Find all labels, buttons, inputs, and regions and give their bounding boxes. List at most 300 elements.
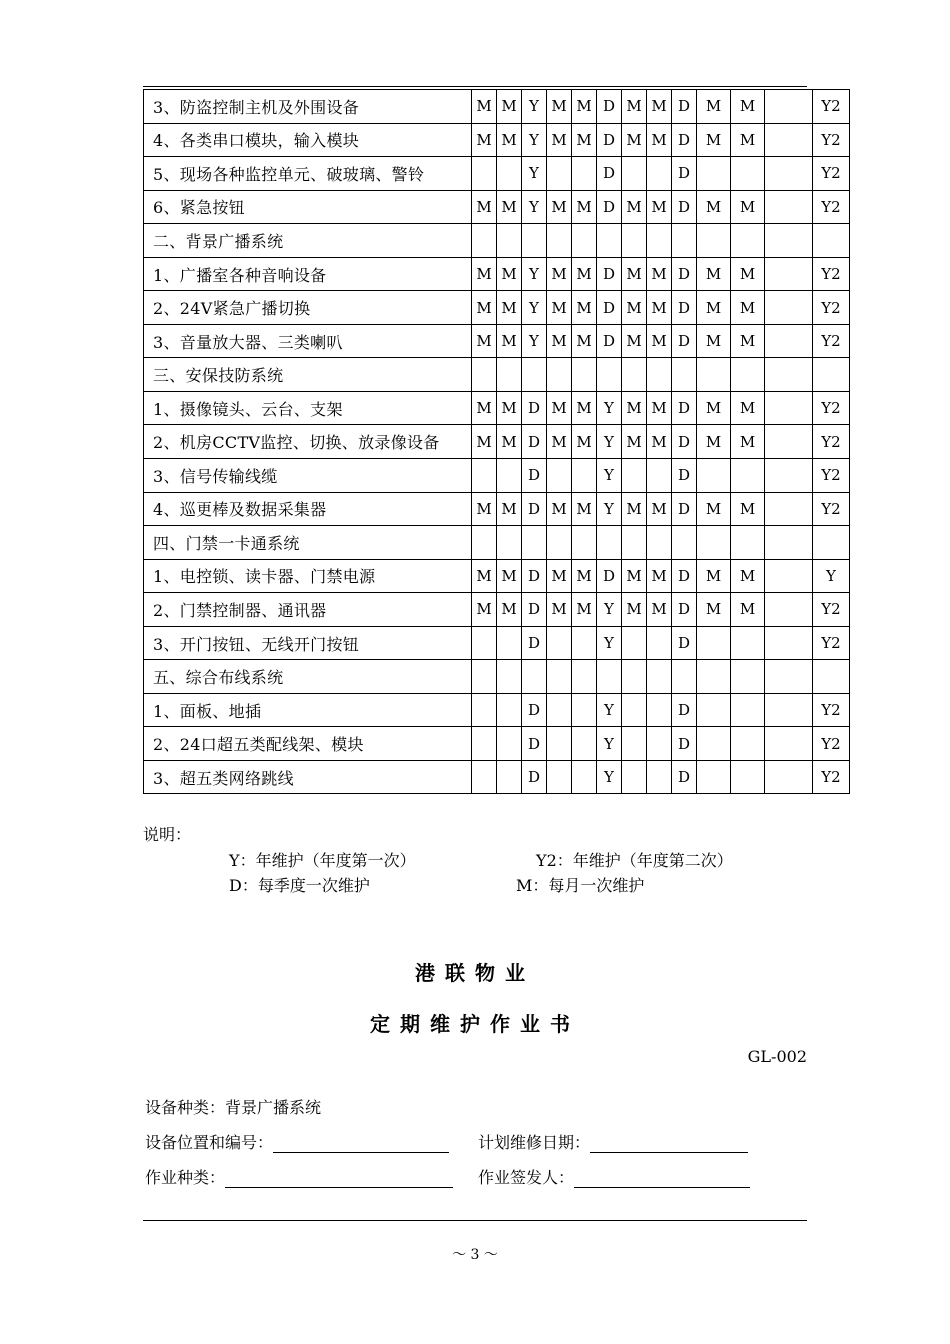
schedule-code-cell: D: [672, 693, 697, 727]
schedule-code-cell: M: [731, 291, 765, 325]
table-row: [144, 559, 850, 593]
schedule-code-cell: [731, 526, 765, 560]
schedule-code-cell: M: [647, 324, 672, 358]
schedule-code-cell: Y2: [813, 492, 850, 526]
table-row: [144, 626, 850, 660]
schedule-code-cell: [547, 660, 572, 694]
schedule-code-cell: [547, 358, 572, 392]
item-name-cell: 3、信号传输线缆: [144, 459, 472, 493]
schedule-code-cell: Y: [597, 727, 622, 761]
schedule-code-cell: M: [731, 90, 765, 124]
schedule-code-cell: Y2: [813, 693, 850, 727]
schedule-code-cell: M: [572, 391, 597, 425]
schedule-code-cell: [622, 358, 647, 392]
schedule-code-cell: M: [622, 324, 647, 358]
schedule-code-cell: Y2: [813, 123, 850, 157]
equipment-type-field: [145, 1095, 321, 1118]
schedule-code-cell: Y2: [813, 291, 850, 325]
schedule-code-cell: M: [622, 123, 647, 157]
schedule-code-cell: M: [697, 593, 731, 627]
schedule-code-cell: M: [731, 593, 765, 627]
schedule-code-cell: M: [472, 324, 497, 358]
schedule-code-cell: D: [597, 90, 622, 124]
schedule-code-cell: [731, 626, 765, 660]
schedule-code-cell: D: [672, 324, 697, 358]
schedule-code-cell: M: [547, 425, 572, 459]
table-row: [144, 727, 850, 761]
schedule-code-cell: [622, 526, 647, 560]
schedule-code-cell: [572, 459, 597, 493]
schedule-code-cell: [731, 224, 765, 258]
item-name-cell: 2、24口超五类配线架、模块: [144, 727, 472, 761]
schedule-code-cell: D: [672, 626, 697, 660]
header-rule: [143, 86, 807, 87]
item-name-cell: 1、电控锁、读卡器、门禁电源: [144, 559, 472, 593]
schedule-code-cell: M: [647, 257, 672, 291]
plan-date-label: 计划维修日期：: [478, 1133, 591, 1152]
note-y: Y：年维护（年度第一次）: [229, 851, 416, 870]
schedule-code-cell: M: [472, 257, 497, 291]
item-name-cell: 6、紧急按钮: [144, 190, 472, 224]
table-row: [144, 391, 850, 425]
schedule-code-cell: M: [497, 324, 522, 358]
schedule-code-cell: D: [597, 291, 622, 325]
item-name-cell: 2、机房CCTV监控、切换、放录像设备: [144, 425, 472, 459]
schedule-code-cell: [813, 660, 850, 694]
schedule-code-cell: [622, 693, 647, 727]
schedule-code-cell: Y: [597, 693, 622, 727]
schedule-code-cell: D: [672, 257, 697, 291]
note-y2: Y2：年维护（年度第二次）: [536, 851, 733, 870]
empty-cell: [765, 391, 813, 425]
equipment-type-value: 背景广播系统: [225, 1098, 322, 1117]
schedule-code-cell: [572, 660, 597, 694]
company-name: 港联物业: [415, 961, 535, 985]
schedule-code-cell: M: [731, 492, 765, 526]
schedule-code-cell: [522, 526, 547, 560]
schedule-code-cell: M: [622, 190, 647, 224]
schedule-code-cell: [472, 157, 497, 191]
schedule-code-cell: Y2: [813, 425, 850, 459]
schedule-code-cell: [647, 358, 672, 392]
schedule-code-cell: M: [472, 90, 497, 124]
issuer-label: 作业签发人：: [478, 1168, 575, 1187]
schedule-code-cell: M: [572, 559, 597, 593]
schedule-code-cell: M: [731, 324, 765, 358]
item-name-cell: 3、音量放大器、三类喇叭: [144, 324, 472, 358]
schedule-code-cell: [497, 727, 522, 761]
schedule-code-cell: [597, 660, 622, 694]
schedule-code-cell: [731, 727, 765, 761]
schedule-code-cell: Y: [522, 324, 547, 358]
schedule-code-cell: M: [697, 257, 731, 291]
empty-cell: [765, 459, 813, 493]
schedule-code-cell: [697, 660, 731, 694]
schedule-code-cell: M: [547, 391, 572, 425]
empty-cell: [765, 626, 813, 660]
schedule-code-cell: M: [622, 391, 647, 425]
schedule-code-cell: M: [622, 257, 647, 291]
schedule-code-cell: D: [597, 324, 622, 358]
schedule-code-cell: M: [497, 90, 522, 124]
schedule-code-cell: M: [622, 425, 647, 459]
schedule-code-cell: [497, 760, 522, 794]
schedule-code-cell: M: [497, 425, 522, 459]
schedule-code-cell: D: [672, 559, 697, 593]
schedule-code-cell: Y: [597, 492, 622, 526]
schedule-code-cell: D: [522, 760, 547, 794]
schedule-code-cell: [547, 157, 572, 191]
table-row: [144, 425, 850, 459]
schedule-code-cell: [731, 760, 765, 794]
schedule-code-cell: [497, 157, 522, 191]
table-row: [144, 760, 850, 794]
location-blank[interactable]: [273, 1136, 449, 1153]
schedule-code-cell: M: [497, 257, 522, 291]
schedule-code-cell: M: [472, 425, 497, 459]
item-name-cell: 四、门禁一卡通系统: [144, 526, 472, 560]
schedule-code-cell: M: [497, 593, 522, 627]
table-row: [144, 492, 850, 526]
item-name-cell: 五、综合布线系统: [144, 660, 472, 694]
schedule-code-cell: M: [572, 492, 597, 526]
issuer-field: [478, 1165, 750, 1188]
empty-cell: [765, 324, 813, 358]
schedule-code-cell: [813, 526, 850, 560]
schedule-code-cell: Y2: [813, 727, 850, 761]
schedule-code-cell: [572, 358, 597, 392]
item-name-cell: 1、广播室各种音响设备: [144, 257, 472, 291]
location-field: [145, 1130, 449, 1153]
empty-cell: [765, 224, 813, 258]
empty-cell: [765, 593, 813, 627]
empty-cell: [765, 157, 813, 191]
schedule-code-cell: M: [572, 90, 597, 124]
schedule-code-cell: D: [522, 459, 547, 493]
empty-cell: [765, 727, 813, 761]
schedule-code-cell: [672, 224, 697, 258]
schedule-code-cell: [472, 626, 497, 660]
empty-cell: [765, 257, 813, 291]
schedule-code-cell: Y2: [813, 593, 850, 627]
table-row: [144, 324, 850, 358]
schedule-code-cell: [472, 660, 497, 694]
schedule-code-cell: Y2: [813, 626, 850, 660]
note-d: D：每季度一次维护: [229, 876, 370, 895]
schedule-code-cell: M: [472, 291, 497, 325]
schedule-code-cell: M: [572, 123, 597, 157]
schedule-code-cell: D: [522, 559, 547, 593]
schedule-code-cell: D: [672, 492, 697, 526]
schedule-code-cell: Y2: [813, 157, 850, 191]
schedule-code-cell: Y: [522, 157, 547, 191]
table-row: [144, 291, 850, 325]
schedule-code-cell: M: [731, 425, 765, 459]
schedule-code-cell: D: [522, 425, 547, 459]
schedule-code-cell: [472, 727, 497, 761]
schedule-code-cell: M: [622, 492, 647, 526]
schedule-code-cell: [731, 660, 765, 694]
schedule-code-cell: M: [731, 257, 765, 291]
schedule-code-cell: [697, 157, 731, 191]
table-row: [144, 593, 850, 627]
schedule-code-cell: [697, 358, 731, 392]
schedule-code-cell: [647, 760, 672, 794]
schedule-code-cell: Y: [522, 123, 547, 157]
table-row: [144, 459, 850, 493]
notes-heading: 说明：: [143, 825, 192, 844]
schedule-code-cell: [572, 760, 597, 794]
schedule-code-cell: [622, 760, 647, 794]
schedule-code-cell: [697, 626, 731, 660]
schedule-code-cell: Y: [597, 593, 622, 627]
schedule-code-cell: D: [672, 190, 697, 224]
schedule-code-cell: M: [647, 90, 672, 124]
plan-date-blank[interactable]: [590, 1136, 748, 1153]
schedule-code-cell: Y: [813, 559, 850, 593]
work-type-field: [145, 1165, 453, 1188]
schedule-code-cell: D: [672, 123, 697, 157]
item-name-cell: 3、防盗控制主机及外围设备: [144, 90, 472, 124]
schedule-code-cell: D: [522, 492, 547, 526]
schedule-code-cell: [547, 224, 572, 258]
document-title: 定期维护作业书: [370, 1012, 580, 1036]
item-name-cell: 3、超五类网络跳线: [144, 760, 472, 794]
schedule-code-cell: [497, 358, 522, 392]
schedule-code-cell: M: [731, 559, 765, 593]
empty-cell: [765, 526, 813, 560]
schedule-code-cell: [697, 526, 731, 560]
schedule-code-cell: Y: [597, 459, 622, 493]
schedule-code-cell: D: [672, 593, 697, 627]
schedule-code-cell: M: [697, 324, 731, 358]
table-row: [144, 157, 850, 191]
schedule-code-cell: [697, 224, 731, 258]
item-name-cell: 4、巡更棒及数据采集器: [144, 492, 472, 526]
document-code: GL-002: [747, 1047, 807, 1066]
schedule-code-cell: [572, 526, 597, 560]
schedule-code-cell: M: [497, 492, 522, 526]
schedule-code-cell: [497, 626, 522, 660]
schedule-code-cell: [597, 358, 622, 392]
schedule-code-cell: M: [572, 593, 597, 627]
schedule-code-cell: [672, 526, 697, 560]
schedule-code-cell: [522, 660, 547, 694]
schedule-code-cell: [597, 224, 622, 258]
table-row: [144, 90, 850, 124]
empty-cell: [765, 190, 813, 224]
schedule-code-cell: [572, 157, 597, 191]
schedule-code-cell: [547, 727, 572, 761]
schedule-code-cell: M: [547, 190, 572, 224]
schedule-code-cell: M: [731, 123, 765, 157]
schedule-code-cell: M: [697, 123, 731, 157]
schedule-code-cell: Y: [522, 90, 547, 124]
schedule-code-cell: D: [597, 123, 622, 157]
empty-cell: [765, 358, 813, 392]
schedule-code-cell: [647, 459, 672, 493]
schedule-code-cell: D: [672, 459, 697, 493]
schedule-code-cell: Y2: [813, 391, 850, 425]
schedule-code-cell: [472, 693, 497, 727]
item-name-cell: 二、背景广播系统: [144, 224, 472, 258]
note-m: M：每月一次维护: [516, 876, 645, 895]
schedule-code-cell: M: [697, 190, 731, 224]
schedule-code-cell: [547, 626, 572, 660]
schedule-code-cell: [647, 693, 672, 727]
schedule-code-cell: Y: [597, 626, 622, 660]
schedule-code-cell: [647, 224, 672, 258]
schedule-code-cell: [547, 760, 572, 794]
schedule-code-cell: M: [547, 90, 572, 124]
schedule-code-cell: M: [647, 291, 672, 325]
schedule-code-cell: D: [672, 90, 697, 124]
location-label: 设备位置和编号：: [145, 1133, 274, 1152]
schedule-code-cell: M: [547, 291, 572, 325]
schedule-code-cell: M: [731, 391, 765, 425]
schedule-code-cell: [497, 660, 522, 694]
issuer-blank[interactable]: [574, 1171, 750, 1188]
schedule-code-cell: [622, 660, 647, 694]
schedule-code-cell: [697, 693, 731, 727]
schedule-code-cell: M: [547, 123, 572, 157]
schedule-code-cell: M: [472, 391, 497, 425]
schedule-code-cell: [547, 459, 572, 493]
schedule-code-cell: Y: [522, 257, 547, 291]
schedule-code-cell: D: [672, 760, 697, 794]
schedule-code-cell: M: [647, 391, 672, 425]
schedule-code-cell: [731, 693, 765, 727]
schedule-code-cell: M: [472, 593, 497, 627]
schedule-code-cell: [647, 727, 672, 761]
empty-cell: [765, 123, 813, 157]
equipment-type-label: 设备种类：: [145, 1098, 226, 1117]
empty-cell: [765, 660, 813, 694]
schedule-code-cell: D: [672, 425, 697, 459]
schedule-code-cell: Y2: [813, 459, 850, 493]
schedule-code-cell: D: [522, 391, 547, 425]
schedule-code-cell: [647, 157, 672, 191]
maintenance-schedule-table: [143, 89, 850, 794]
schedule-code-cell: Y2: [813, 257, 850, 291]
schedule-code-cell: [572, 727, 597, 761]
schedule-code-cell: [622, 727, 647, 761]
schedule-code-cell: M: [472, 190, 497, 224]
schedule-code-cell: [497, 459, 522, 493]
schedule-code-cell: [647, 660, 672, 694]
schedule-code-cell: M: [572, 291, 597, 325]
schedule-code-cell: M: [731, 190, 765, 224]
schedule-code-cell: M: [697, 90, 731, 124]
schedule-code-cell: M: [497, 291, 522, 325]
schedule-code-cell: M: [547, 324, 572, 358]
schedule-code-cell: M: [547, 492, 572, 526]
schedule-code-cell: M: [472, 559, 497, 593]
schedule-code-cell: M: [622, 90, 647, 124]
schedule-code-cell: [813, 358, 850, 392]
schedule-code-cell: [547, 693, 572, 727]
empty-cell: [765, 425, 813, 459]
work-type-label: 作业种类：: [145, 1168, 226, 1187]
schedule-code-cell: [472, 459, 497, 493]
schedule-code-cell: M: [697, 425, 731, 459]
schedule-code-cell: M: [697, 291, 731, 325]
schedule-code-cell: [522, 358, 547, 392]
item-name-cell: 2、24V紧急广播切换: [144, 291, 472, 325]
empty-cell: [765, 559, 813, 593]
schedule-code-cell: D: [597, 559, 622, 593]
schedule-code-cell: M: [497, 391, 522, 425]
schedule-code-cell: M: [547, 593, 572, 627]
schedule-code-cell: M: [622, 559, 647, 593]
schedule-code-cell: Y2: [813, 90, 850, 124]
schedule-code-cell: [622, 459, 647, 493]
schedule-code-cell: [647, 526, 672, 560]
schedule-code-cell: [547, 526, 572, 560]
schedule-code-cell: M: [497, 190, 522, 224]
schedule-code-cell: D: [597, 190, 622, 224]
schedule-code-cell: D: [597, 257, 622, 291]
schedule-code-cell: M: [647, 123, 672, 157]
schedule-code-cell: [472, 760, 497, 794]
schedule-code-cell: D: [672, 157, 697, 191]
schedule-code-cell: [497, 693, 522, 727]
empty-cell: [765, 291, 813, 325]
schedule-code-cell: M: [472, 492, 497, 526]
table-row: [144, 693, 850, 727]
item-name-cell: 三、安保技防系统: [144, 358, 472, 392]
schedule-code-cell: D: [522, 593, 547, 627]
schedule-code-cell: M: [572, 190, 597, 224]
schedule-code-cell: M: [697, 559, 731, 593]
schedule-code-cell: [572, 693, 597, 727]
work-type-blank[interactable]: [225, 1171, 453, 1188]
schedule-code-cell: Y: [597, 425, 622, 459]
schedule-code-cell: M: [697, 391, 731, 425]
item-name-cell: 1、摄像镜头、云台、支架: [144, 391, 472, 425]
schedule-code-cell: Y2: [813, 324, 850, 358]
table-row: [144, 224, 850, 258]
schedule-code-cell: [731, 459, 765, 493]
table-row: [144, 123, 850, 157]
schedule-code-cell: M: [647, 593, 672, 627]
schedule-code-cell: [672, 358, 697, 392]
schedule-code-cell: [572, 626, 597, 660]
empty-cell: [765, 760, 813, 794]
schedule-code-cell: [697, 459, 731, 493]
schedule-code-cell: M: [622, 291, 647, 325]
schedule-code-cell: M: [497, 123, 522, 157]
schedule-code-cell: [622, 157, 647, 191]
schedule-code-cell: M: [647, 190, 672, 224]
item-name-cell: 1、面板、地插: [144, 693, 472, 727]
table-row: [144, 660, 850, 694]
schedule-code-cell: [497, 526, 522, 560]
schedule-code-cell: D: [672, 291, 697, 325]
schedule-code-cell: [622, 224, 647, 258]
empty-cell: [765, 492, 813, 526]
schedule-code-cell: [813, 224, 850, 258]
table-row: [144, 257, 850, 291]
item-name-cell: 2、门禁控制器、通讯器: [144, 593, 472, 627]
schedule-code-cell: D: [672, 391, 697, 425]
schedule-code-cell: M: [547, 559, 572, 593]
schedule-code-cell: M: [572, 324, 597, 358]
schedule-code-cell: Y2: [813, 760, 850, 794]
schedule-code-cell: D: [522, 693, 547, 727]
schedule-code-cell: [697, 727, 731, 761]
schedule-code-cell: M: [697, 492, 731, 526]
